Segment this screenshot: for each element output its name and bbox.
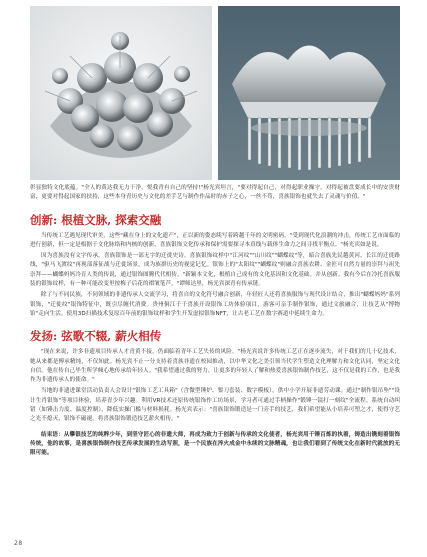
section2-paragraph-1: "现在来说，许多非遗项目传承人才青黄不接，仍面临着青年工艺失传的风险。"杨光宾说许多传统工艺正在逐步流失，对于我们的几十亿技术，她从来都是傅承精纯，不仅知此。杨光宾不止一分支持着喜族非遗在校园推动，以中华文化之美引领当代学生塑造文化理解力和文化认同，坚定文化自信。他在传自己毕生所学倾心地传承给年轻人。"我希望通过我的努力，让更多的年轻人了解和热爱喜族银饰制作技艺，这不仅是我的工作，也是我作为非遗传承人的使命。" xyxy=(30,349,400,384)
section2-paragraph-2: 当地的非遗进课堂活动负责人会设计"银饰工艺工具箱"（含微型锤炉、錾刀套装、数字模板），供中小学开展非遗劳动课。通过"制作银吊坠""设计生肖银饰"等项目体验，培养青少年兴趣。利用VR技术还原传统银饰作工坊场景，学习者可通过手柄操作"锻锤一镜打一刻纹"全流程。系统自动纠错（如锤击力度、温度控制），降低实操门槛与材料损耗。杨光宾表示："喜族银饰锻造是一门旁手的技艺，我们希望能从小培养可塑之才，使得守艺之光不熄灭，银饰不磁褪，将喜族银饰锻造技艺薪火相传。" xyxy=(30,388,400,423)
section-heading-inheritance: 发扬: 弦歌不辍, 薪火相传 xyxy=(30,329,162,344)
silver-headdress-illustration xyxy=(218,6,400,180)
article-body xyxy=(30,184,400,461)
silver-flower-crown-illustration xyxy=(30,6,212,180)
section1-paragraph-1: 当传统工艺遇见现代审美，这些"藏在身上的文化遗产"，正以新的姿态续写着跨越千年的文明密码。"受到现代化浪潮的冲击，传统工艺市面临的进行创新，但一定是根据于文化脉络和内核的创新，喜族银饰文化传承和保护需要探寻本真线与载体生命力之间寻找平衡点。"杨光宾如是说。 xyxy=(30,232,400,248)
section-heading-innovation: 创新: 根植文脉, 探索交融 xyxy=(30,212,162,227)
intro-paragraph: 彰显独特文化底蕴。"全人的黄达我无力干净，悦我青有自己的坚持!"杨光宾坦言，"要对得起自己，对得起职业操守，对得起被盘要成长中的安贵财富，更要对得起国家的扶持，这些本身青历史与文化的差手艺与制作作品时的赤子之心，一丝不苟，喜族银饰也就失去了灵魂与价值。" xyxy=(30,185,400,201)
section1-paragraph-2: 因为喜族没有文字传承，喜族银饰是一部无字的迁徙史诗。喜族银饰纹样中"江河纹""山川纹""蝴蝶纹"等，暗合喜族先民越黄河、长江的迁徙路线，"驱马飞渡纹"再现部落征战与迁徙场景，成为族群历史的视觉记忆。银饰上的"太阳纹""蝴蝶纹"则融合喜族农耕、金匠可自然力量的崇拜与祖先崇拜——蝴蝶妈妈冷育人类的传说，通过银饰图腾代代相传。"新颖本文化，根植自己成有的文化基因和文化基础。并从创新。我有今后在冷托喜族服装的银饰纹样，有一种可能改变里按梅子后花的褶皱笔芦。"谭师达里，杨光宾深青有传承链。 xyxy=(30,253,400,288)
closing-paragraph: 结束语：从攀银技艺的纯粹少年，到坚守匠心的非遗大师，再成为致力于创新与传承的文化使者，杨光宾用千锤百炼的执着，铸造出镌刻着银饰传统，他的故事，是喜族银饰制作技艺传承发展的生动写照，是一个民族在淬火成金中永续的文脉精魂，也让我们看到了传统文化在新时代就放的无限可能。 xyxy=(30,431,400,457)
silver-flower-crown-photo xyxy=(30,6,212,180)
silver-headdress-photo xyxy=(218,6,400,180)
page-number: 28 xyxy=(14,540,23,547)
section1-paragraph-3: 除了与不同民族，不同领域的非遗传承人交流学习，将喜自的文化符号融合创新，年轻匠人还将喜族服饰与现代设计结合，推出"蝴蝶妈妈"系列银饰，"迁徙纹"银饰特征中，既引尽缠代消费。贵州侗江千千喜族开设银饰工坊体验项目，游客可亲手制作银饰，通过文旅融合，让技艺从"博物馆"走向生活。使用3D扫描技术复原百年前的银饰纹样和学生开发虚拟银饰NFT，让古老工艺在数字赛道中延续生命力。 xyxy=(30,292,400,317)
photo-strip xyxy=(30,6,400,180)
